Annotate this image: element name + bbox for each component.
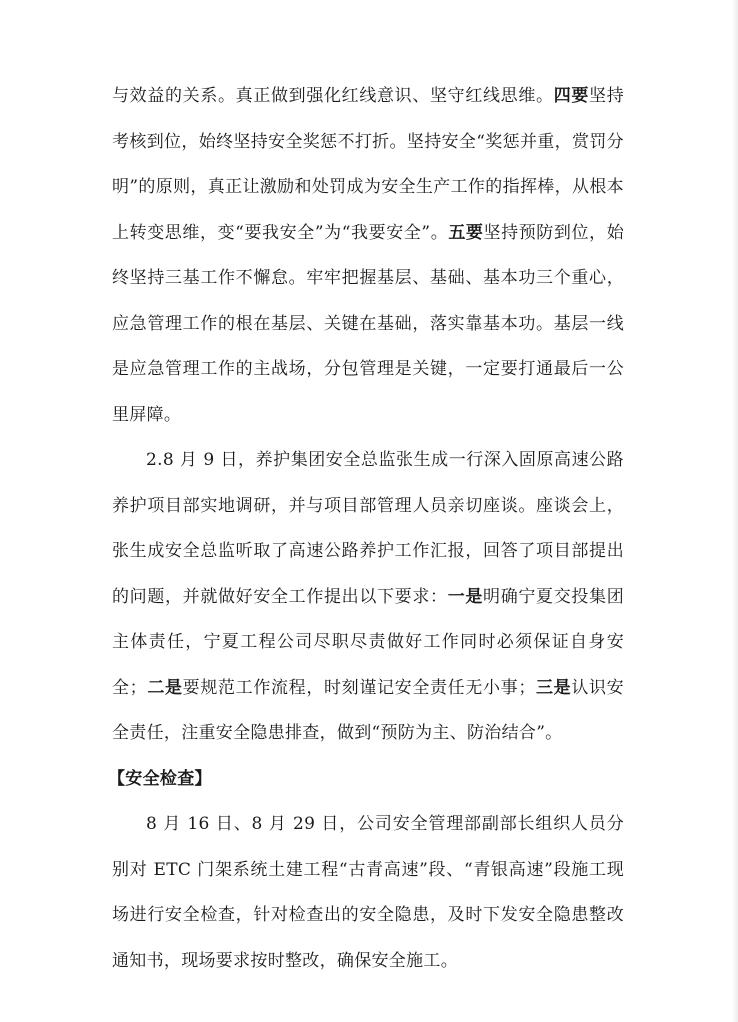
- bold-label-four: 四要: [553, 86, 590, 106]
- paragraph-text: 与效益的关系。真正做到强化红线意识、坚守红线思维。: [112, 86, 554, 106]
- page-edge-shadow: [732, 0, 738, 1022]
- paragraph-text: 要规范工作流程，时刻谨记安全责任无小事；: [182, 677, 536, 698]
- bold-label-two: 二是: [146, 677, 183, 698]
- paragraph-requirements: [112, 74, 624, 438]
- paragraph-text: 2.8 月 9 日，养护集团安全总监张生成一行深入固原高速公路养护项目部实地调研，并与项目部管理人员亲切座谈。座谈会上，张生成安全总监听取了高速公路养护工作汇报，回答了项目部提出的问题，并就做好安全工作提出以下要求：: [112, 450, 624, 607]
- document-body: [108, 74, 625, 984]
- paragraph-safety-inspection: 8 月 16 日、8 月 29 日，公司安全管理部副部长组织人员分别对 ETC 门架系统土建工程“古青高速”段、“青银高速”段施工现场进行安全检查，针对检查出的安全隐患，及时下发安全隐患整改通知书，现场要求按时整改，确保安全施工。: [112, 814, 624, 971]
- paragraph-text: 坚持预防到位，始终坚持三基工作不懈怠。牢牢把握基层、基础、基本功三个重心，应急管理工作的根在基层、关键在基础，落实靠基本功。基层一线是应急管理工作的主战场，分包管理是关键，一定要打通最后一公里屏障。: [112, 222, 624, 425]
- paragraph-text: 认识安全责任，注重安全隐患排查，做到“预防为主、防治结合”。: [112, 677, 624, 743]
- bold-label-three: 三是: [535, 677, 572, 698]
- paragraph-survey: [112, 438, 624, 757]
- bold-label-five: 五要: [448, 222, 484, 243]
- bold-label-one: 一是: [447, 586, 484, 607]
- paragraph-text: 明确宁夏交投集团主体责任，宁夏工程公司尽职尽责做好工作同时必须保证自身安全；: [112, 586, 625, 698]
- paragraph-text: 坚持考核到位，始终坚持安全奖惩不打折。坚持安全“奖惩并重，赏罚分明”的原则，真正让激励和处罚成为安全生产工作的指挥棒，从根本上转变思维，变“要我安全”为“我要安全”。: [112, 86, 624, 243]
- section-heading: 【安全检查】: [108, 768, 212, 789]
